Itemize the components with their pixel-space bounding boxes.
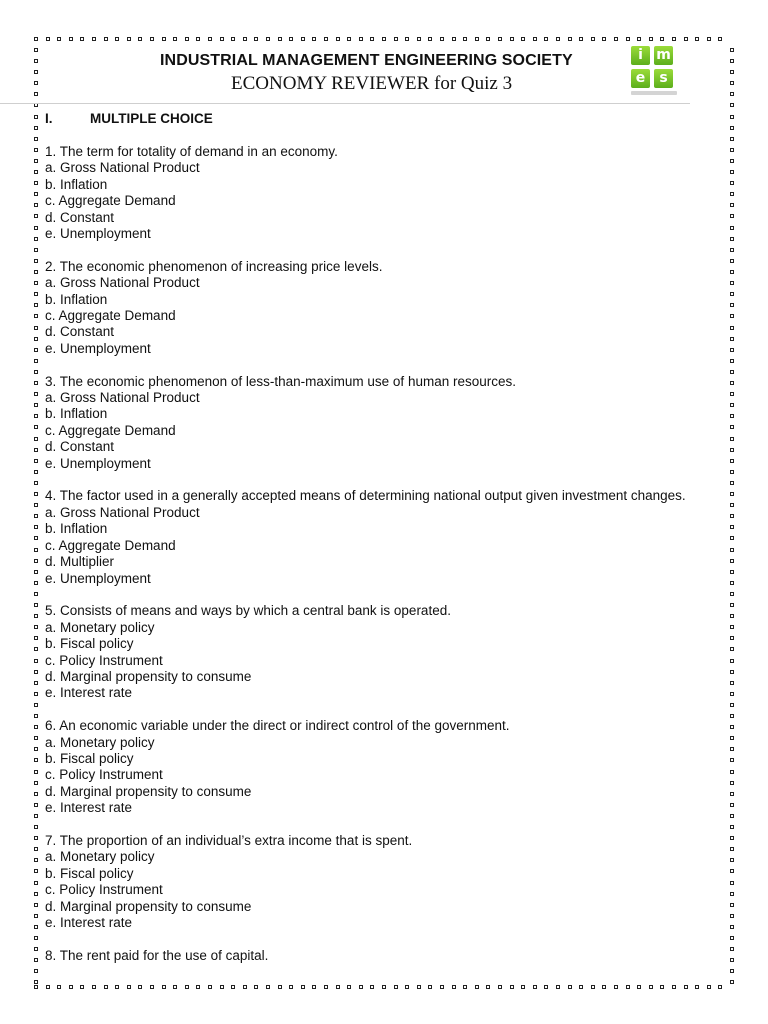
border-dot (730, 980, 734, 984)
border-dot (463, 37, 467, 41)
border-dot (150, 985, 154, 989)
border-dot (34, 670, 38, 674)
border-dot (544, 37, 548, 41)
border-dot (127, 37, 131, 41)
border-dot (312, 985, 316, 989)
question-text: 7. The proportion of an individual’s extra income that is spent. (45, 832, 413, 848)
border-dot (312, 37, 316, 41)
border-dot (34, 714, 38, 718)
answer-option: e. Interest rate (45, 915, 133, 930)
answer-option: d. Constant (45, 324, 115, 340)
border-dot (220, 985, 224, 989)
border-dot (34, 381, 38, 385)
question-block (45, 144, 735, 242)
border-dot (579, 37, 583, 41)
answer-option: b. Fiscal policy (45, 750, 134, 766)
answer-option: d. Marginal propensity to consume (45, 783, 252, 799)
border-dot (34, 781, 38, 785)
border-dot (34, 747, 38, 751)
logo-tagline (631, 91, 677, 95)
border-dot (34, 314, 38, 318)
border-dot (718, 985, 722, 989)
border-dot (34, 825, 38, 829)
border-dot (34, 181, 38, 185)
question-text: 8. The rent paid for the use of capital. (45, 947, 269, 963)
imes-logo (631, 46, 677, 100)
border-dot (602, 985, 606, 989)
border-dot (34, 659, 38, 663)
border-dot (34, 303, 38, 307)
header-divider (0, 103, 690, 104)
border-dot (254, 37, 258, 41)
border-dot (452, 985, 456, 989)
border-dot (34, 281, 38, 285)
answer-option: e. Unemployment (45, 455, 151, 471)
border-dot (34, 969, 38, 973)
logo-tile-i: i (631, 46, 650, 65)
border-dot (591, 985, 595, 989)
border-dot (34, 492, 38, 496)
border-dot (521, 37, 525, 41)
border-dot (243, 985, 247, 989)
border-dot (34, 37, 38, 41)
border-dot (34, 570, 38, 574)
border-dot (34, 148, 38, 152)
border-dot (359, 985, 363, 989)
border-dot (34, 392, 38, 396)
reviewer-title: ECONOMY REVIEWER for Quiz 3 (231, 73, 513, 94)
answer-option: d. Constant (45, 439, 115, 455)
answer-option: d. Constant (45, 209, 115, 225)
border-dot (173, 985, 177, 989)
border-dot (69, 37, 73, 41)
question-list (45, 144, 735, 981)
border-dot (34, 448, 38, 452)
border-dot (34, 858, 38, 862)
border-dot (80, 985, 84, 989)
border-dot (324, 37, 328, 41)
border-dot (34, 881, 38, 885)
border-dot (266, 985, 270, 989)
answer-option: d. Marginal propensity to consume (45, 668, 252, 684)
border-dot (115, 37, 119, 41)
border-dot (34, 803, 38, 807)
border-dot (428, 37, 432, 41)
answer-option: b. Fiscal policy (45, 865, 134, 881)
border-dot (34, 348, 38, 352)
border-dot (34, 425, 38, 429)
question-text: 6. An economic variable under the direct or indirect control of the government. (45, 718, 510, 734)
border-dot (208, 37, 212, 41)
border-dot (34, 559, 38, 563)
border-dot (475, 985, 479, 989)
question-block (45, 259, 735, 357)
border-dot (34, 536, 38, 540)
border-dot (138, 985, 142, 989)
border-dot (440, 985, 444, 989)
border-dot (243, 37, 247, 41)
border-dot (637, 37, 641, 41)
border-dot (730, 115, 734, 119)
border-dot (382, 37, 386, 41)
answer-option: e. Unemployment (45, 226, 151, 242)
border-dot (289, 985, 293, 989)
answer-option: b. Fiscal policy (45, 636, 134, 652)
border-dot (521, 985, 525, 989)
answer-option: c. Policy Instrument (45, 767, 163, 783)
question-text: 2. The economic phenomenon of increasing price levels. (45, 258, 383, 274)
border-dot (730, 48, 734, 52)
border-dot (463, 985, 467, 989)
border-dot (46, 37, 50, 41)
border-dot (498, 985, 502, 989)
border-dot (127, 985, 131, 989)
border-dot (34, 625, 38, 629)
border-dot (556, 985, 560, 989)
answer-option: e. Interest rate (45, 800, 133, 816)
border-dot (46, 985, 50, 989)
border-dot (556, 37, 560, 41)
border-dot (185, 985, 189, 989)
answer-option: e. Interest rate (45, 685, 133, 701)
border-dot (231, 985, 235, 989)
border-dot (278, 37, 282, 41)
question-text: 4. The factor used in a generally accepted means of determining national output given investment changes. (45, 488, 686, 504)
border-dot (544, 985, 548, 989)
border-dot (34, 370, 38, 374)
border-dot (34, 459, 38, 463)
border-dot (34, 326, 38, 330)
border-dot (289, 37, 293, 41)
border-dot (34, 337, 38, 341)
border-dot (452, 37, 456, 41)
border-dot (672, 985, 676, 989)
border-dot (34, 270, 38, 274)
border-dot (34, 414, 38, 418)
border-dot (730, 81, 734, 85)
border-dot (382, 985, 386, 989)
border-dot (34, 581, 38, 585)
border-dot (34, 170, 38, 174)
border-dot (34, 503, 38, 507)
border-dot (162, 985, 166, 989)
question-block (45, 718, 735, 816)
answer-option: b. Inflation (45, 176, 108, 192)
section-title: MULTIPLE CHOICE (90, 111, 213, 126)
border-dot (730, 137, 734, 141)
border-dot (34, 814, 38, 818)
border-dot (370, 37, 374, 41)
border-dot (80, 37, 84, 41)
border-dot (34, 159, 38, 163)
border-dot (34, 59, 38, 63)
border-dot (34, 525, 38, 529)
border-dot (672, 37, 676, 41)
logo-tile-m: m (654, 46, 673, 65)
border-dot (92, 985, 96, 989)
border-dot (602, 37, 606, 41)
border-dot (34, 947, 38, 951)
logo-tile-s: s (654, 69, 673, 88)
border-dot (34, 292, 38, 296)
question-text: 1. The term for totality of demand in an economy. (45, 144, 338, 159)
border-dot (34, 847, 38, 851)
border-dot (614, 985, 618, 989)
section-number: I. (45, 111, 53, 126)
border-dot (231, 37, 235, 41)
answer-option: c. Policy Instrument (45, 652, 163, 668)
border-dot (34, 836, 38, 840)
border-dot (34, 985, 38, 989)
answer-option: b. Inflation (45, 521, 108, 537)
border-dot (405, 985, 409, 989)
answer-option: d. Multiplier (45, 554, 115, 570)
border-dot (394, 37, 398, 41)
border-dot (568, 37, 572, 41)
border-dot (34, 226, 38, 230)
border-dot (626, 37, 630, 41)
border-dot (486, 985, 490, 989)
border-dot (695, 37, 699, 41)
border-dot (34, 470, 38, 474)
border-dot (347, 37, 351, 41)
border-dot (34, 681, 38, 685)
answer-option: a. Gross National Product (45, 390, 200, 406)
border-dot (347, 985, 351, 989)
answer-option: a. Monetary policy (45, 734, 155, 750)
border-dot (34, 126, 38, 130)
border-dot (34, 914, 38, 918)
border-dot (34, 137, 38, 141)
border-dot (730, 126, 734, 130)
society-title: INDUSTRIAL MANAGEMENT ENGINEERING SOCIETY (160, 52, 573, 69)
answer-option: b. Inflation (45, 406, 108, 422)
border-dot (57, 985, 61, 989)
border-dot (185, 37, 189, 41)
answer-option: a. Gross National Product (45, 160, 200, 176)
logo-tile-e: e (631, 69, 650, 88)
border-dot (138, 37, 142, 41)
border-dot (486, 37, 490, 41)
question-text: 3. The economic phenomenon of less-than-maximum use of human resources. (45, 373, 516, 389)
question-block (45, 833, 735, 931)
border-dot (660, 37, 664, 41)
border-dot (730, 92, 734, 96)
border-dot (34, 403, 38, 407)
border-dot (591, 37, 595, 41)
border-dot (34, 636, 38, 640)
answer-option: c. Aggregate Demand (45, 537, 176, 553)
answer-option: c. Aggregate Demand (45, 193, 176, 209)
border-dot (34, 203, 38, 207)
border-dot (266, 37, 270, 41)
border-dot (533, 985, 537, 989)
border-dot (34, 248, 38, 252)
border-dot (301, 985, 305, 989)
border-dot (34, 592, 38, 596)
border-dot (614, 37, 618, 41)
border-dot (718, 37, 722, 41)
border-dot (34, 892, 38, 896)
border-dot (34, 792, 38, 796)
border-dot (92, 37, 96, 41)
answer-option: e. Unemployment (45, 570, 151, 586)
section-heading (45, 111, 213, 126)
border-dot (707, 985, 711, 989)
answer-option: c. Policy Instrument (45, 882, 163, 898)
border-dot (695, 985, 699, 989)
border-dot (104, 985, 108, 989)
border-dot (115, 985, 119, 989)
answer-option: a. Monetary policy (45, 619, 155, 635)
border-dot (34, 48, 38, 52)
border-dot (660, 985, 664, 989)
border-dot (34, 81, 38, 85)
border-dot (34, 869, 38, 873)
border-dot (405, 37, 409, 41)
border-dot (417, 37, 421, 41)
border-dot (707, 37, 711, 41)
border-dot (533, 37, 537, 41)
border-dot (336, 37, 340, 41)
border-dot (34, 359, 38, 363)
border-dot (34, 437, 38, 441)
border-dot (510, 985, 514, 989)
border-dot (34, 725, 38, 729)
question-block (45, 603, 735, 701)
answer-option: d. Marginal propensity to consume (45, 898, 252, 914)
border-dot (150, 37, 154, 41)
border-dot (649, 37, 653, 41)
border-dot (440, 37, 444, 41)
border-dot (34, 214, 38, 218)
border-dot (684, 37, 688, 41)
answer-option: a. Gross National Product (45, 275, 200, 291)
border-dot (34, 603, 38, 607)
border-dot (336, 985, 340, 989)
answer-option: a. Monetary policy (45, 849, 155, 865)
border-dot (510, 37, 514, 41)
border-dot (69, 985, 73, 989)
border-dot (57, 37, 61, 41)
border-dot (684, 985, 688, 989)
border-dot (34, 481, 38, 485)
border-dot (730, 103, 734, 107)
border-dot (34, 958, 38, 962)
border-dot (196, 37, 200, 41)
answer-option: b. Inflation (45, 291, 108, 307)
border-dot (278, 985, 282, 989)
border-dot (428, 985, 432, 989)
border-dot (475, 37, 479, 41)
border-dot (649, 985, 653, 989)
border-dot (359, 37, 363, 41)
question-block (45, 374, 735, 472)
border-dot (34, 736, 38, 740)
border-dot (34, 936, 38, 940)
border-dot (104, 37, 108, 41)
border-dot (498, 37, 502, 41)
border-dot (34, 925, 38, 929)
answer-option: a. Gross National Product (45, 504, 200, 520)
border-dot (34, 259, 38, 263)
border-dot (34, 92, 38, 96)
border-dot (173, 37, 177, 41)
border-dot (730, 70, 734, 74)
border-dot (196, 985, 200, 989)
border-dot (34, 758, 38, 762)
border-dot (34, 903, 38, 907)
answer-option: c. Aggregate Demand (45, 308, 176, 324)
answer-option: c. Aggregate Demand (45, 422, 176, 438)
border-dot (579, 985, 583, 989)
border-dot (254, 985, 258, 989)
border-dot (34, 692, 38, 696)
border-dot (370, 985, 374, 989)
border-dot (208, 985, 212, 989)
border-dot (34, 703, 38, 707)
border-dot (34, 237, 38, 241)
border-dot (34, 770, 38, 774)
border-dot (34, 548, 38, 552)
border-dot (730, 59, 734, 63)
border-dot (34, 980, 38, 984)
border-dot (324, 985, 328, 989)
border-dot (417, 985, 421, 989)
question-block (45, 948, 735, 964)
border-dot (220, 37, 224, 41)
border-dot (34, 115, 38, 119)
border-dot (637, 985, 641, 989)
border-dot (568, 985, 572, 989)
border-dot (34, 192, 38, 196)
border-dot (162, 37, 166, 41)
border-dot (626, 985, 630, 989)
question-block (45, 488, 735, 586)
question-text: 5. Consists of means and ways by which a central bank is operated. (45, 603, 451, 619)
border-dot (394, 985, 398, 989)
border-dot (301, 37, 305, 41)
border-dot (34, 70, 38, 74)
border-dot (34, 614, 38, 618)
answer-option: e. Unemployment (45, 340, 151, 356)
border-dot (34, 647, 38, 651)
border-dot (34, 514, 38, 518)
